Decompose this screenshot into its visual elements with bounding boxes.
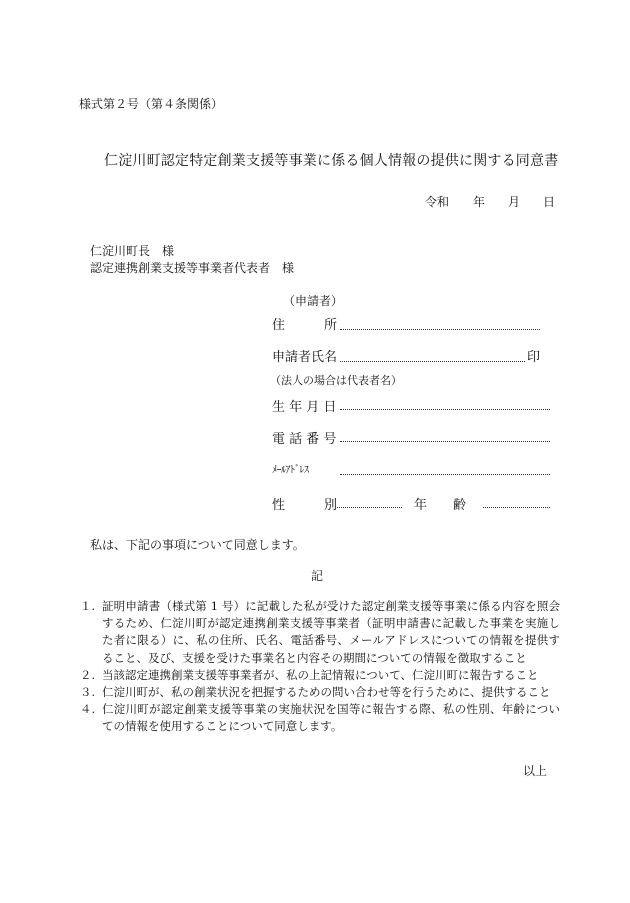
- birthdate-label: 生 年 月 日: [272, 400, 337, 415]
- seal-mark: 印: [527, 350, 541, 365]
- applicant-name-field[interactable]: [340, 361, 525, 362]
- address-label: 住 所: [272, 318, 338, 333]
- document-title: 仁淀川町認定特定創業支援等事業に係る個人情報の提供に関する同意書: [104, 153, 559, 169]
- gender-field[interactable]: [337, 507, 402, 508]
- ki-heading: 記: [311, 569, 324, 583]
- list-item: [80, 701, 560, 735]
- date-line: [425, 193, 555, 210]
- list-item: [80, 667, 560, 684]
- addressee-representative: 認定連携創業支援等事業者代表者 様: [90, 261, 295, 275]
- age-field[interactable]: [483, 507, 550, 508]
- item-number: １.: [80, 599, 96, 613]
- item-text: 証明申請書（様式第 1 号）に記載した私が受けた認定創業支援等事業に係る内容を照会するため、仁淀川町が認定連携創業支援等事業者（証明申請書に記載した事業を実施した者に限る）に、私の住所、氏名、電話番号、メールアドレスについての情報を提供すること、及び、支援を受けた事業名と内容その期間についての情報を徴取すること: [102, 599, 560, 665]
- date-month-unit: 月: [508, 195, 521, 209]
- form-code: 様式第２号（第４条関係）: [79, 97, 224, 111]
- age-label: 年 齢: [414, 498, 467, 513]
- applicant-name-label: 申請者氏名: [272, 350, 338, 365]
- item-text: 仁淀川町が、私の創業状況を把握するための問い合わせ等を行うために、提供すること: [102, 685, 551, 700]
- phone-label: 電 話 番 号: [272, 432, 337, 447]
- address-field[interactable]: [340, 329, 540, 330]
- birthdate-field[interactable]: [340, 409, 550, 410]
- agreement-statement: 私は、下記の事項について同意します。: [90, 538, 305, 552]
- list-item: [80, 684, 560, 701]
- item-text: 仁淀川町が認定創業支援等事業の実施状況を国等に報告する際、私の性別、年齢についての情報を使用することについて同意します。: [102, 702, 560, 734]
- email-field[interactable]: [340, 474, 550, 475]
- date-day-unit: 日: [543, 195, 556, 209]
- email-label: ﾒｰﾙｱﾄﾞﾚｽ: [272, 465, 309, 476]
- date-year-unit: 年: [473, 195, 486, 209]
- gender-label: 性 別: [272, 498, 338, 513]
- closing-mark: 以上: [523, 764, 548, 778]
- item-number: ３.: [80, 685, 96, 700]
- list-item: [80, 598, 560, 667]
- phone-field[interactable]: [340, 441, 550, 442]
- consent-items-list: [80, 598, 560, 736]
- date-era: 令和: [425, 195, 450, 209]
- item-text: 当該認定連携創業支援等事業者が、私の上記情報について、仁淀川町に報告すること: [102, 667, 539, 682]
- item-number: ４.: [80, 702, 96, 717]
- item-number: ２.: [80, 667, 96, 682]
- addressee-mayor: 仁淀川町長 様: [90, 244, 175, 258]
- applicant-heading: （申請者）: [283, 294, 344, 308]
- corporation-note: （法人の場合は代表者名）: [270, 374, 402, 387]
